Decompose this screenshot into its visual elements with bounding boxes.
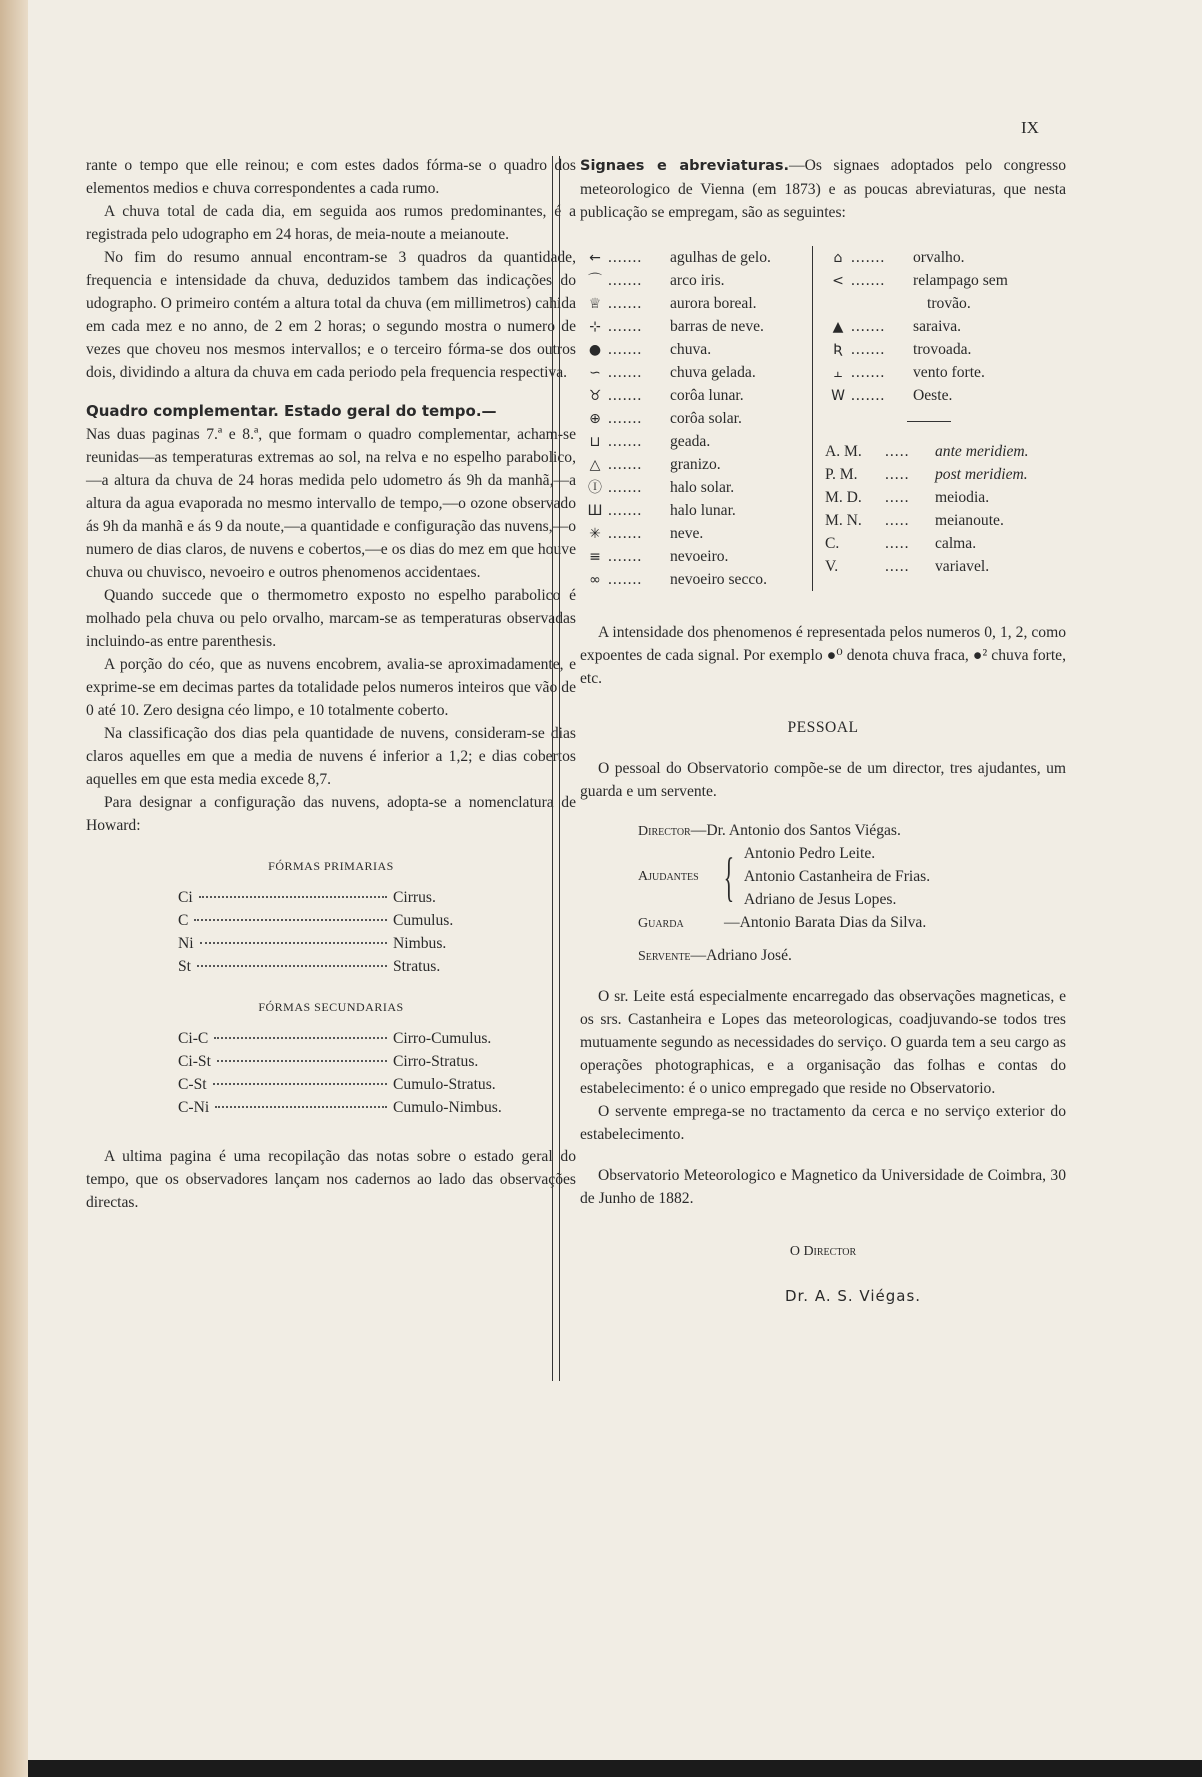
- sign-row: [582, 384, 812, 407]
- cloud-abbr: C: [178, 912, 189, 929]
- sign-meaning: granizo.: [670, 456, 721, 473]
- abbrev-row: [825, 555, 1045, 578]
- sign-symbol-icon: Ⓘ: [588, 480, 602, 496]
- sign-row: [582, 476, 812, 499]
- sign-row: [825, 315, 1045, 338]
- sign-meaning: geada.: [670, 433, 711, 450]
- paragraph: O pessoal do Observatorio compõe-se de um director, tres ajudantes, um guarda e um servente.: [580, 760, 1066, 800]
- leader-dots: .......: [608, 525, 643, 542]
- sign-meaning: chuva.: [670, 341, 712, 358]
- sign-symbol-icon: ∽: [589, 365, 601, 381]
- list-item: [178, 886, 508, 909]
- staff-name: Antonio Pedro Leite.: [743, 845, 876, 862]
- abbrev-meaning: calma.: [935, 535, 977, 552]
- sign-symbol-icon: ⌂: [833, 250, 843, 266]
- sign-symbol-icon: ▲: [832, 319, 844, 335]
- abbrev-meaning: post meridiem.: [935, 466, 1028, 483]
- leader-dots: .......: [608, 456, 643, 473]
- cloud-name: Cirro-Stratus.: [393, 1053, 479, 1070]
- cloud-name: Cirro-Cumulus.: [393, 1030, 492, 1047]
- signature-block: [580, 1240, 1066, 1308]
- paragraph: Na classificação dos dias pela quantidade de nuvens, consideram-se dias claros aquelles em que a media de nuvens é inferior a 1,2; e dias cobertos aquelles em que esta media excede 8,7.: [86, 725, 576, 788]
- cloud-abbr: Ci-C: [178, 1030, 209, 1047]
- staff-name: —Antonio Barata Dias da Silva.: [724, 914, 927, 931]
- staff-name: —Dr. Antonio dos Santos Viégas.: [690, 822, 901, 839]
- leader-dots: .......: [851, 318, 886, 335]
- abbrev-meaning: variavel.: [935, 558, 990, 575]
- staff-role: Ajudantes: [638, 869, 699, 884]
- primary-forms-title: FÓRMAS PRIMARIAS: [268, 859, 394, 873]
- sign-meaning: relampago sem: [913, 272, 1008, 289]
- paragraph: O sr. Leite está especialmente encarregado das observações magneticas, e os srs. Castanheira e Lopes das meteorologicas, coadjuvando-se todos tres mutuamente segundo as necessidades do serviço. O guarda tem a seu cargo as operações photographicas, e a organisação das folhas e contas do estabelecimento: é o unico empregado que reside no Observatorio.: [580, 988, 1066, 1097]
- leader-dots: .......: [608, 318, 643, 335]
- sign-row: [582, 269, 812, 292]
- leader-dots: .....: [885, 489, 910, 506]
- sign-symbol-icon: ∞: [589, 572, 601, 588]
- sign-row: [582, 430, 812, 453]
- sign-meaning: corôa solar.: [670, 410, 742, 427]
- leader-dots: .......: [608, 571, 643, 588]
- sign-row: [825, 269, 1045, 292]
- section-heading: Quadro complementar. Estado geral do tempo.—: [86, 402, 497, 420]
- sign-row: [825, 246, 1045, 269]
- abbreviation: C.: [825, 535, 840, 552]
- cloud-abbr: C-Ni: [178, 1099, 210, 1116]
- sign-row: [582, 453, 812, 476]
- sign-meaning: orvalho.: [913, 249, 965, 266]
- primary-forms-list: [86, 886, 576, 978]
- sign-symbol-icon: ⊕: [589, 411, 601, 427]
- left-column: [86, 154, 576, 1214]
- sign-row: [582, 522, 812, 545]
- leader-dots: .......: [608, 295, 643, 312]
- leader-dots: .......: [608, 479, 643, 496]
- sign-symbol-icon: Ш: [587, 503, 603, 519]
- leader-dots: .......: [608, 410, 643, 427]
- leader-dots: .....: [885, 558, 910, 575]
- leader-dots: .......: [608, 502, 643, 519]
- sign-row: [582, 338, 812, 361]
- leader-dots: .......: [851, 341, 886, 358]
- list-item: [178, 955, 508, 978]
- leader-dots: .......: [608, 433, 643, 450]
- secondary-forms-list: [86, 1027, 576, 1119]
- sign-row: [582, 407, 812, 430]
- abbrev-row: [825, 509, 1045, 532]
- sign-meaning: nevoeiro.: [670, 548, 729, 565]
- sign-meaning: neve.: [670, 525, 704, 542]
- abbrev-row: [825, 486, 1045, 509]
- sign-symbol-icon: ≡: [589, 549, 601, 565]
- staff-name: —Adriano José.: [690, 947, 792, 964]
- sign-meaning: trovão.: [927, 295, 971, 312]
- paragraph: Para designar a configuração das nuvens, adopta-se a nomenclatura de Howard:: [86, 794, 576, 834]
- sign-row: [582, 361, 812, 384]
- sign-meaning: aurora boreal.: [670, 295, 757, 312]
- leader-dots: .......: [608, 548, 643, 565]
- sign-symbol-icon: ⫠: [833, 365, 843, 381]
- paragraph: O servente emprega-se no tractamento da cerca e no serviço exterior do estabelecimento.: [580, 1103, 1066, 1143]
- leader-dots: .......: [851, 364, 886, 381]
- sign-meaning: nevoeiro secco.: [670, 571, 767, 588]
- sign-symbol-icon: △: [589, 457, 601, 473]
- sign-symbol-icon: ⊹: [589, 319, 601, 335]
- abbrev-row: [825, 532, 1045, 555]
- cloud-abbr: Ci: [178, 889, 193, 906]
- sign-symbol-icon: ♉: [588, 388, 602, 404]
- leader-dots: .......: [851, 249, 886, 266]
- paragraph: A porção do céo, que as nuvens encobrem, avalia-se aproximadamente, e exprime-se em decimas partes da totalidade pelos numeros inteiros que vão de 0 até 10. Zero designa céo limpo, e 10 totalmente coberto.: [86, 656, 576, 719]
- cloud-name: Cirrus.: [393, 889, 436, 906]
- list-item: [178, 909, 508, 932]
- page-edge: [0, 0, 28, 1777]
- leader-dots: .......: [851, 387, 886, 404]
- leader-dots: .......: [608, 272, 643, 289]
- sign-row: [582, 246, 812, 269]
- abbreviation: M. D.: [825, 489, 862, 506]
- sign-row: [825, 384, 1045, 407]
- abbrev-meaning: ante meridiem.: [935, 443, 1029, 460]
- abbrev-meaning: meianoute.: [935, 512, 1004, 529]
- sign-meaning: Oeste.: [913, 387, 953, 404]
- sign-meaning: agulhas de gelo.: [670, 249, 771, 266]
- staff-row-guarda: [638, 911, 1066, 934]
- leader-dots: .....: [885, 535, 910, 552]
- secondary-forms-title: FÓRMAS SECUNDARIAS: [258, 1000, 404, 1014]
- cloud-name: Stratus.: [393, 958, 441, 975]
- abbrev-row: [825, 463, 1045, 486]
- leader-dots: .....: [885, 466, 910, 483]
- abbreviation: P. M.: [825, 466, 858, 483]
- sign-symbol-icon: ⊔: [589, 434, 601, 450]
- cloud-name: Nimbus.: [393, 935, 447, 952]
- sign-meaning: barras de neve.: [670, 318, 764, 335]
- sign-symbol-icon: <: [832, 273, 844, 289]
- staff-name: Antonio Castanheira de Frias.: [743, 868, 931, 885]
- sign-symbol-icon: ←: [589, 250, 601, 266]
- sign-symbol-icon: Ʀ: [833, 342, 843, 358]
- paragraph: No fim do resumo annual encontram-se 3 quadros da quantidade, frequencia e intensidade da chuva, deduzidos tambem das indicações do udographo. O primeiro contém a altura total da chuva (em millimetros) cahida em cada mez e no anno, de 2 em 2 horas; o segundo mostra o numero de vezes que choveu nos mesmos intervallos; e o terceiro fórma-se dos outros dois, dividindo a altura da chuva em cada periodo pela frequencia respectiva.: [86, 249, 576, 381]
- sign-meaning: halo solar.: [670, 479, 735, 496]
- leader-dots: .....: [885, 512, 910, 529]
- sign-row: [825, 338, 1045, 361]
- leader-dots: .......: [608, 341, 643, 358]
- sign-row: [582, 568, 812, 591]
- leader-dots: .......: [608, 364, 643, 381]
- pessoal-heading: PESSOAL: [787, 719, 859, 736]
- leader-dots: .......: [608, 387, 643, 404]
- staff-role: Guarda: [638, 916, 684, 931]
- sign-symbol-icon: ●: [588, 342, 602, 358]
- sign-meaning: arco iris.: [670, 272, 725, 289]
- list-item: [178, 1027, 508, 1050]
- abbreviation: M. N.: [825, 512, 862, 529]
- sign-symbol-icon: ♕: [588, 296, 602, 312]
- sign-row: [582, 545, 812, 568]
- paragraph: A intensidade dos phenomenos é representada pelos numeros 0, 1, 2, como expoentes de cada signal. Por exemplo ●⁰ denota chuva fraca, ●² chuva forte, etc.: [580, 624, 1066, 687]
- document-page: [28, 0, 1202, 1760]
- column-divider: [552, 156, 560, 1381]
- staff-role: Servente: [638, 949, 691, 964]
- list-item: [178, 1073, 508, 1096]
- page-number: IX: [1021, 118, 1039, 137]
- sign-row: [582, 292, 812, 315]
- leader-dots: .....: [885, 443, 910, 460]
- intro-text: —Os signaes adoptados pelo congresso meteorologico de Vienna (em 1873) e as poucas abreviaturas, que nesta publicação se empregam, são as seguintes:: [580, 157, 1067, 221]
- paragraph: Quando succede que o thermometro exposto no espelho parabolico é molhado pela chuva ou pelo orvalho, marcam-se as temperaturas observadas incluindo-as entre parenthesis.: [86, 587, 576, 650]
- staff-list: [638, 819, 1066, 967]
- staff-row-servente: [638, 944, 1066, 967]
- sign-meaning: chuva gelada.: [670, 364, 756, 381]
- abbreviation: A. M.: [825, 443, 862, 460]
- sign-row: [825, 361, 1045, 384]
- abbrev-meaning: meiodia.: [935, 489, 990, 506]
- signs-table: [580, 246, 1066, 591]
- sign-meaning: corôa lunar.: [670, 387, 744, 404]
- paragraph: [580, 154, 1066, 224]
- list-item: [178, 1096, 508, 1119]
- sign-symbol-icon: W: [831, 388, 845, 404]
- paragraph: Nas duas paginas 7.ª e 8.ª, que formam o quadro complementar, acham-se reunidas—as temperaturas extremas ao sol, na relva e no espelho parabolico,—a altura da chuva de 24 horas medida pelo udometro ás 9h da manhã,—a altura da agua evaporada no mesmo intervallo de tempo,—o ozone observado ás 9h da manhã e ás 9 da noute,—a quantidade e configuração das nuvens,—o numero de dias claros, de nuvens e cobertos,—e os dias do mez em que houve chuva ou chuvisco, nevoeiro e outros phenomenos accidentaes.: [86, 426, 576, 581]
- sign-symbol-icon: ✳: [589, 526, 601, 542]
- list-item: [178, 1050, 508, 1073]
- paragraph: A ultima pagina é uma recopilação das notas sobre o estado geral do tempo, que os observadores lançam nos cadernos ao lado das observações directas.: [86, 1148, 576, 1211]
- signature-name: Dr. A. S. Viégas.: [784, 1287, 922, 1305]
- sign-symbol-icon: ⌒: [588, 273, 602, 289]
- leader-dots: .......: [851, 272, 886, 289]
- cloud-abbr: St: [178, 958, 192, 975]
- sign-row: [582, 315, 812, 338]
- list-item: [178, 932, 508, 955]
- paragraph: A chuva total de cada dia, em seguida aos rumos predominantes, é a registrada pelo udographo em 24 horas, de meia-noute a meianoute.: [86, 203, 576, 243]
- brace-icon: {: [723, 846, 735, 907]
- section-heading: Signaes e abreviaturas.: [580, 158, 790, 174]
- cloud-abbr: Ci-St: [178, 1053, 211, 1070]
- sign-row: [582, 499, 812, 522]
- signature-title: O Director: [789, 1244, 857, 1259]
- abbrev-row: [825, 440, 1045, 463]
- staff-name: Adriano de Jesus Lopes.: [743, 891, 897, 908]
- staff-row-director: [638, 819, 1066, 842]
- paragraph: Observatorio Meteorologico e Magnetico da Universidade de Coimbra, 30 de Junho de 1882.: [580, 1167, 1066, 1207]
- sign-meaning: saraiva.: [913, 318, 962, 335]
- sign-meaning: trovoada.: [913, 341, 972, 358]
- cloud-name: Cumulus.: [393, 912, 454, 929]
- paragraph: rante o tempo que elle reinou; e com estes dados fórma-se o quadro dos elementos medios e chuva correspondentes a cada rumo.: [86, 157, 576, 197]
- cloud-abbr: Ni: [178, 935, 194, 952]
- cloud-abbr: C-St: [178, 1076, 207, 1093]
- sign-meaning: vento forte.: [913, 364, 985, 381]
- sign-meaning: halo lunar.: [670, 502, 736, 519]
- cloud-name: Cumulo-Nimbus.: [393, 1099, 502, 1116]
- divider-rule: [907, 421, 951, 422]
- leader-dots: .......: [608, 249, 643, 266]
- right-column: [580, 154, 1066, 1308]
- signs-left-column: [580, 246, 813, 591]
- staff-row-ajudantes: [638, 842, 1066, 911]
- cloud-name: Cumulo-Stratus.: [393, 1076, 496, 1093]
- abbreviation: V.: [825, 558, 839, 575]
- signs-right-column: [813, 246, 1045, 591]
- staff-role: Director: [638, 824, 691, 839]
- sign-row: [825, 292, 1045, 315]
